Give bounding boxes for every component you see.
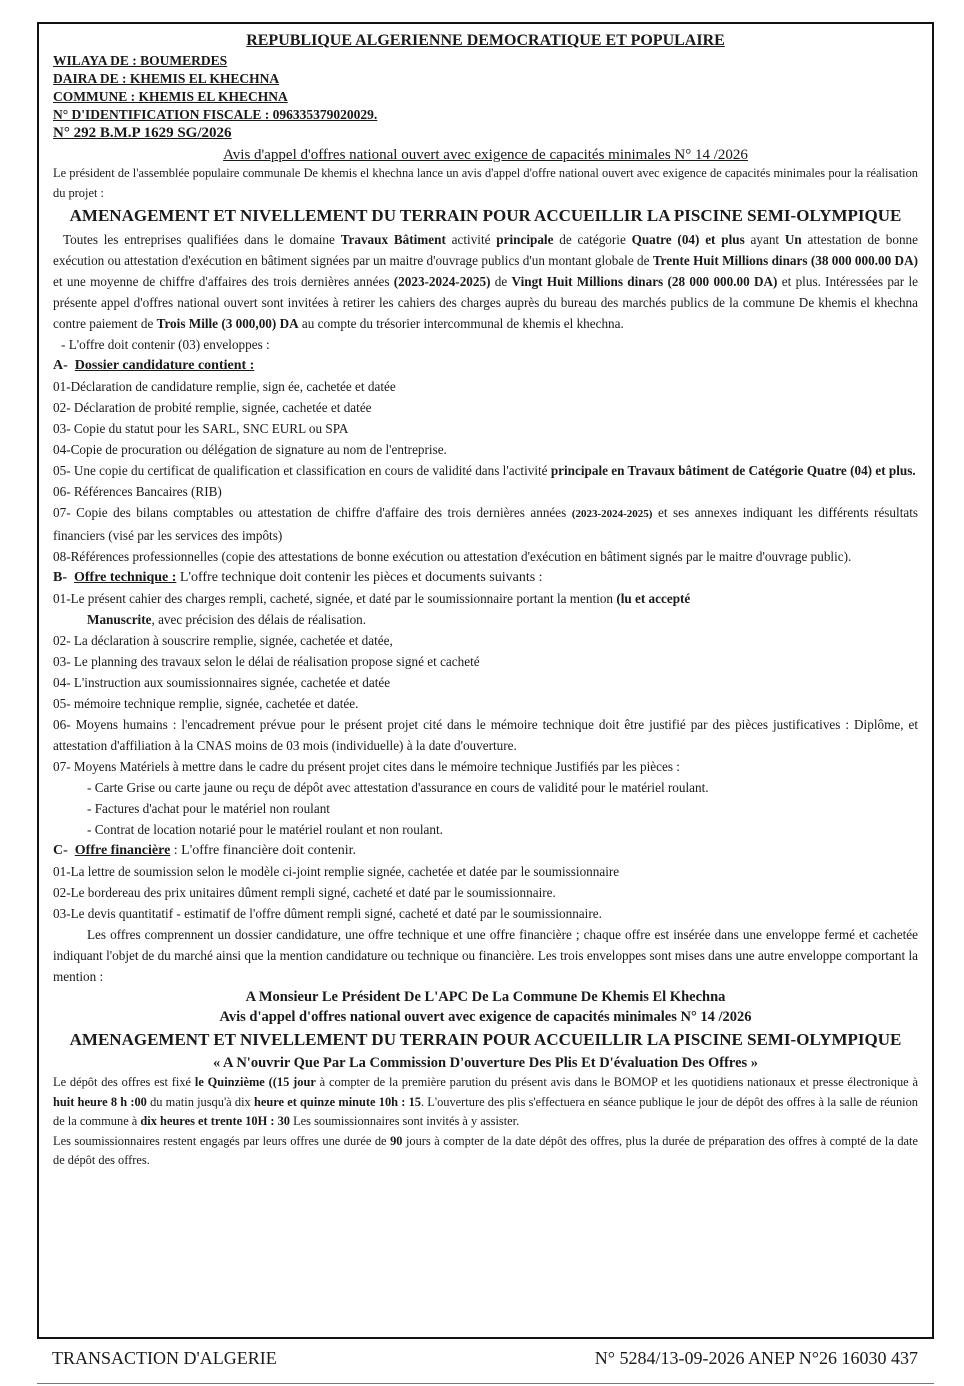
equipment-sub-item: - Contrat de location notarié pour le matériel roulant et non roulant.	[87, 822, 443, 837]
offers-paragraph: Les offres comprennent un dossier candidature, une offre technique et une offre financière ; chaque offre est insérée dans une enveloppe fermé et cachetée indiquant l'objet de du marché ainsi que la mention candidature ou technique ou financière. Les trois enveloppes sont mises dans une autre enveloppe comportant la mention :	[53, 927, 918, 984]
deposit-paragraph: Le dépôt des offres est fixé le Quinzième ((15 jour à compter de la première parution du présent avis dans le BOMOP et les quotidiens nationaux et presse électronique à huit heure 8 h :00 du matin jusqu'à dix heure et quinze minute 10h : 15. L'ouverture des plis s'effectuera en séance publique le jour de dépôt des offres à la salle de réunion de la commune à dix heures et trente 10H : 30 Les soumissionnaires sont invités à y assister.	[53, 1075, 918, 1128]
tender-notice-title: Avis d'appel d'offres national ouvert avec exigence de capacités minimales N° 14 /2026	[223, 147, 748, 163]
section-c-item: 03-Le devis quantitatif - estimatif de l'offre dûment rempli signé, cacheté et daté par le soumissionnaire.	[53, 906, 602, 921]
address-line: A Monsieur Le Président De L'APC De La Commune De Khemis El Khechna	[245, 989, 726, 1005]
section-b-heading: B- Offre technique : L'offre technique doit contenir les pièces et documents suivants :	[53, 570, 543, 585]
section-b-item: 07- Moyens Matériels à mettre dans le cadre du présent projet cites dans le mémoire technique Justifiés par les pièces :	[53, 759, 680, 774]
bmp-reference: N° 292 B.M.P 1629 SG/2026	[53, 125, 232, 141]
commune-line: COMMUNE : KHEMIS EL KHECHNA	[53, 89, 288, 104]
section-c-heading: C- Offre financière : L'offre financière doit contenir.	[53, 843, 357, 858]
section-b-item: 04- L'instruction aux soumissionnaires signée, cachetée et datée	[53, 675, 391, 690]
equipment-sub-item: - Factures d'achat pour le matériel non roulant	[87, 801, 330, 816]
republic-heading: REPUBLIQUE ALGERIENNE DEMOCRATIQUE ET POPULAIRE	[246, 32, 725, 49]
bottom-rule	[37, 1383, 934, 1384]
section-a-item: 02- Déclaration de probité remplie, signée, cachetée et datée	[53, 400, 372, 415]
validity-paragraph: Les soumissionnaires restent engagés par leurs offres une durée de 90 jours à compter de la date dépôt des offres, plus la durée de préparation des offres à compté de la date de dépôt des offres.	[53, 1133, 918, 1167]
address-project-title: AMENAGEMENT ET NIVELLEMENT DU TERRAIN POUR ACCUEILLIR LA PISCINE SEMI-OLYMPIQUE	[69, 1030, 902, 1049]
section-b-item: 06- Moyens humains : l'encadrement prévue pour le présent projet cité dans le mémoire technique doit être justifié par des pièces justificatives : Diplôme, et attestation d'affiliation à la CNAS moins de 03 mois (individuelle) à la date d'ouverture.	[53, 717, 918, 753]
footer-reference: N° 5284/13-09-2026 ANEP N°26 16030 437	[594, 1348, 918, 1368]
footer-publication: TRANSACTION D'ALGERIE	[52, 1348, 277, 1368]
address-mention: « A N'ouvrir Que Par La Commission D'ouverture Des Plis Et D'évaluation Des Offres »	[212, 1055, 759, 1071]
section-a-item: 03- Copie du statut pour les SARL, SNC EURL ou SPA	[53, 421, 349, 436]
wilaya-line: WILAYA DE : BOUMERDES	[53, 53, 228, 68]
section-b-item: 05- mémoire technique remplie, signée, cachetée et datée.	[53, 696, 359, 711]
section-b-item: 01-Le présent cahier des charges rempli, cacheté, signée, et daté par le soumissionnaire portant la mention (lu et accepté	[53, 591, 691, 606]
section-c-item: 01-La lettre de soumission selon le modèle ci-joint remplie signée, cachetée et datée par le soumissionnaire	[53, 864, 620, 879]
announcement-frame	[37, 22, 934, 1339]
section-a-item: 05- Une copie du certificat de qualification et classification en cours de validité dans l'activité principale en Travaux bâtiment de Catégorie Quatre (04) et plus.	[53, 463, 916, 478]
section-a-item: 08-Références professionnelles (copie des attestations de bonne exécution ou attestation d'exécution en bâtiment signés par le maitre d'ouvrage public).	[53, 549, 852, 564]
section-a-item: 06- Références Bancaires (RIB)	[53, 484, 222, 499]
daira-line: DAIRA DE : KHEMIS EL KHECHNA	[53, 71, 280, 86]
section-a-item: 04-Copie de procuration ou délégation de signature au nom de l'entreprise.	[53, 442, 447, 457]
section-b-item: 02- La déclaration à souscrire remplie, signée, cachetée et datée,	[53, 633, 393, 648]
section-c-item: 02-Le bordereau des prix unitaires dûment rempli signé, cacheté et daté par le soumissionnaire.	[53, 885, 556, 900]
section-a-item: 01-Déclaration de candidature remplie, sign ée, cachetée et datée	[53, 379, 396, 394]
fiscal-id-line: N° D'IDENTIFICATION FISCALE : 096335379020029.	[53, 107, 378, 122]
intro-paragraph: Le président de l'assemblée populaire communale De khemis el khechna lance un avis d'appel d'offre national ouvert avec exigence de capacités minimales pour la réalisation du projet :	[53, 166, 918, 200]
section-a-heading: A- Dossier candidature contient :	[53, 358, 255, 373]
section-b-item: 03- Le planning des travaux selon le délai de réalisation propose signé et cacheté	[53, 654, 480, 669]
address-notice-title: Avis d'appel d'offres national ouvert avec exigence de capacités minimales N° 14 /2026	[219, 1009, 752, 1025]
section-b-item-continuation: Manuscrite, avec précision des délais de réalisation.	[87, 612, 367, 627]
section-a-item: 07- Copie des bilans comptables ou attestation de chiffre d'affaire des trois dernières années (2023-2024-2025) et ses annexes indiquant les différents résultats financiers (visé par les services des impôts)	[53, 505, 919, 543]
equipment-sub-item: - Carte Grise ou carte jaune ou reçu de dépôt avec attestation d'assurance en cours de validité pour le matériel roulant.	[87, 780, 709, 795]
project-title: AMENAGEMENT ET NIVELLEMENT DU TERRAIN POUR ACCUEILLIR LA PISCINE SEMI-OLYMPIQUE	[69, 206, 902, 225]
eligibility-paragraph: Toutes les entreprises qualifiées dans le domaine Travaux Bâtiment activité principale de catégorie Quatre (04) et plus ayant Un attestation de bonne exécution ou attestation d'exécution en bâtiment signées par un maitre d'ouvrage publics d'un montant globale de Trente Huit Millions dinars (38 000 000.00 DA) et une moyenne de chiffre d'affaires des trois dernières années (2023-2024-2025) de Vingt Huit Millions dinars (28 000 000.00 DA) et plus. Intéressées par le présente appel d'offres national ouvert sont invitées à retirer les cahiers des charges auprès du bureau des marchés publics de la commune De khemis el khechna contre paiement de Trois Mille (3 000,00) DA au compte du trésorier intercommunal de khemis el khechna.	[53, 232, 918, 331]
envelopes-line: - L'offre doit contenir (03) enveloppes :	[61, 337, 270, 352]
